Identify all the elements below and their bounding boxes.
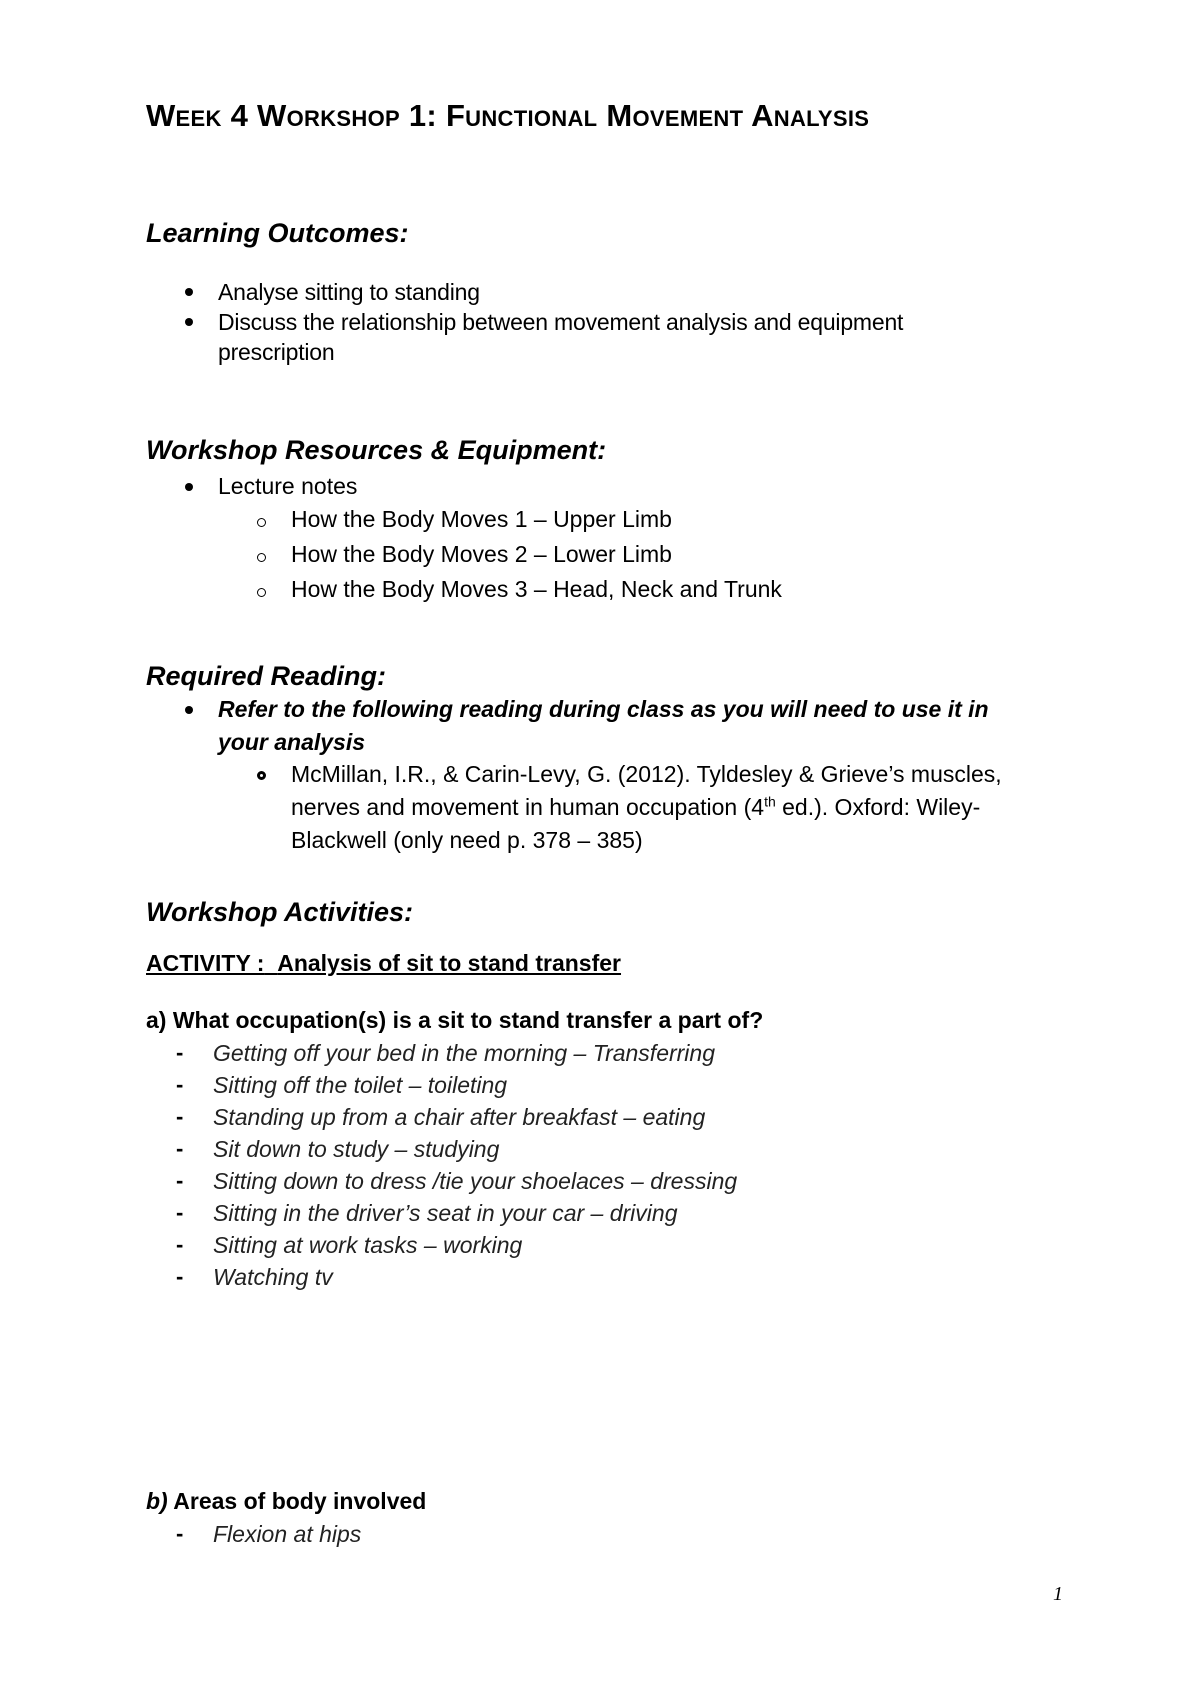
dash-bullet: - <box>176 1168 184 1193</box>
answer-b-item: Flexion at hips <box>213 1521 362 1547</box>
learning-outcome-item: Analyse sitting to standing <box>218 279 480 305</box>
answer-a-item: Sitting at work tasks – working <box>213 1232 523 1258</box>
resource-subitem: How the Body Moves 2 – Lower Limb <box>291 541 672 567</box>
circle-bullet-icon <box>257 518 266 527</box>
question-a: a) What occupation(s) is a sit to stand transfer a part of? <box>146 1007 764 1033</box>
dash-bullet: - <box>176 1264 184 1289</box>
dash-bullet: - <box>176 1521 184 1546</box>
dash-bullet: - <box>176 1136 184 1161</box>
activity-title: ACTIVITY : Analysis of sit to stand transfer <box>146 950 622 976</box>
resource-item: Lecture notes <box>218 473 358 499</box>
circle-bullet-icon <box>257 771 266 780</box>
circle-bullet-icon <box>257 553 266 562</box>
answer-a-item: Watching tv <box>213 1264 333 1290</box>
resource-subitem: How the Body Moves 3 – Head, Neck and Trunk <box>291 576 782 602</box>
dash-bullet: - <box>176 1200 184 1225</box>
resource-subitem: How the Body Moves 1 – Upper Limb <box>291 506 672 532</box>
answer-a-item: Standing up from a chair after breakfast – eating <box>213 1104 706 1130</box>
reading-reference: McMillan, I.R., & Carin-Levy, G. (2012). Tyldesley & Grieve’s muscles, <box>291 761 1002 787</box>
question-b: b) Areas of body involved <box>146 1488 427 1514</box>
dash-bullet: - <box>176 1072 184 1097</box>
page-title: Week 4 Workshop 1: Functional Movement Analysis <box>146 98 870 133</box>
dash-bullet: - <box>176 1104 184 1129</box>
reading-heading: Required Reading: <box>146 661 387 691</box>
bullet-icon <box>185 318 193 326</box>
circle-bullet-icon <box>257 588 266 597</box>
page-number: 1 <box>1053 1583 1063 1605</box>
activities-heading: Workshop Activities: <box>146 897 414 927</box>
answer-a-item: Sitting down to dress /tie your shoelaces – dressing <box>213 1168 738 1194</box>
dash-bullet: - <box>176 1232 184 1257</box>
bullet-icon <box>185 706 193 714</box>
reading-instruction: Refer to the following reading during class as you will need to use it in <box>218 696 989 722</box>
dash-bullet: - <box>176 1040 184 1065</box>
reading-reference-line3: Blackwell (only need p. 378 – 385) <box>291 827 643 853</box>
answer-a-item: Sitting in the driver’s seat in your car – driving <box>213 1200 678 1226</box>
learning-outcome-item-continued: prescription <box>218 339 335 365</box>
learning-outcome-item: Discuss the relationship between movement analysis and equipment <box>218 309 904 335</box>
reading-reference-line2: nerves and movement in human occupation (4th ed.). Oxford: Wiley- <box>291 793 981 820</box>
bullet-icon <box>185 483 193 491</box>
resources-heading: Workshop Resources & Equipment: <box>146 435 607 465</box>
reading-instruction-continued: your analysis <box>218 729 366 755</box>
answer-a-item: Sitting off the toilet – toileting <box>213 1072 508 1098</box>
answer-a-item: Getting off your bed in the morning – Transferring <box>213 1040 716 1066</box>
learning-outcomes-heading: Learning Outcomes: <box>146 218 409 248</box>
bullet-icon <box>185 288 193 296</box>
answer-a-item: Sit down to study – studying <box>213 1136 500 1162</box>
